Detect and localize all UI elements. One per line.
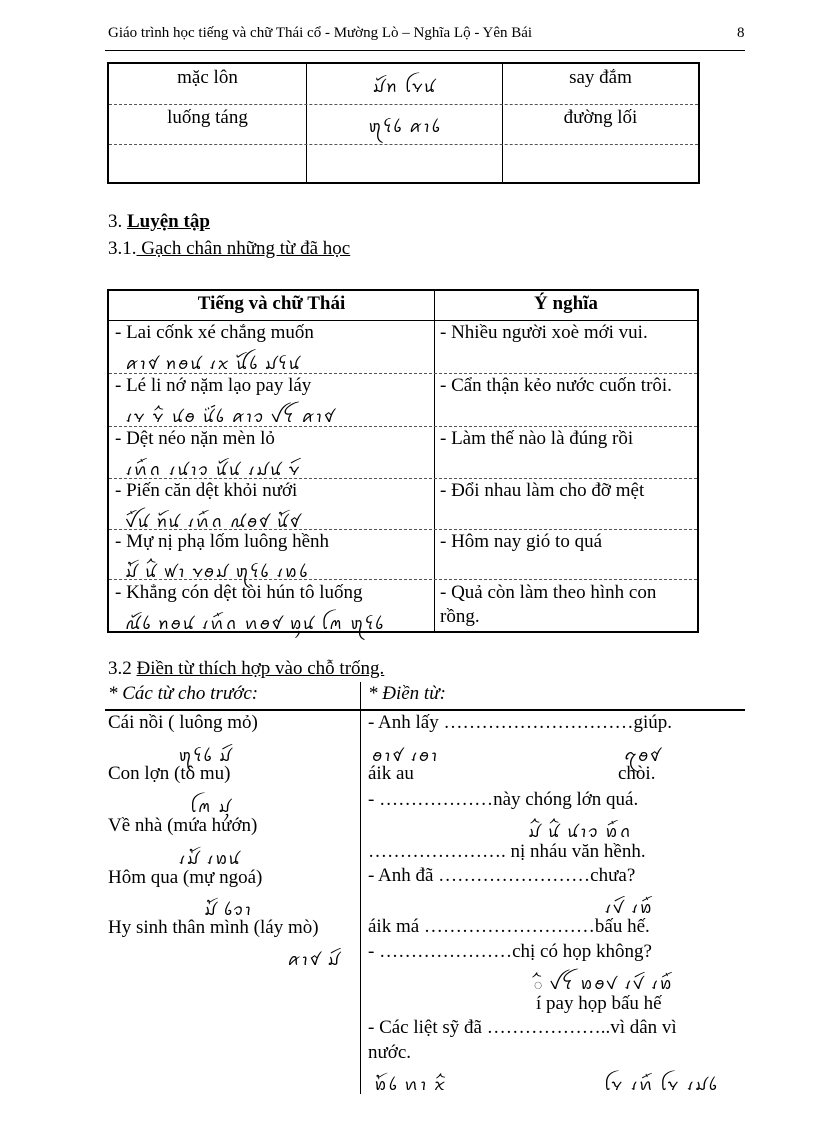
given-thai: ꪶꪔ ꪣꪴ — [190, 797, 232, 816]
header-divider — [109, 320, 697, 321]
given-word: Cái nồi ( luông mỏ) — [108, 712, 258, 733]
column-header: Ý nghĩa — [534, 293, 598, 314]
given-thai: ꪹꪣꪳ ꪹꪭꪙ — [178, 849, 241, 868]
table-row — [109, 147, 698, 183]
subsection-number: 3.2 — [108, 658, 137, 679]
row-thai: ꪜꪸꪙ ꪀꪰꪙ ꪹꪕꪸꪒ ꪄꪮꪥ ꪙꪳꪥ — [125, 512, 302, 531]
fill-sentence: í pay họp bấu hế — [536, 993, 662, 1014]
header-rule — [105, 50, 745, 51]
column-header: Tiếng và chữ Thái — [197, 293, 346, 314]
table-row — [109, 67, 698, 103]
subsection-title — [108, 658, 384, 680]
row-text: - Dệt néo nặn mèn lỏ — [115, 428, 275, 449]
row-meaning: - Đổi nhau làm cho đỡ mệt — [440, 480, 645, 501]
fill-thai: ꪮꪱꪥ ꪹꪮꪱ — [372, 746, 439, 765]
given-word: Hôm qua (mự ngoá) — [108, 867, 263, 888]
fill-thai: ꪲ ꪜꪼ ꪭꪮꪚ ꪹꪚꪷ ꪹꪭꪸ — [534, 974, 674, 993]
fill-thai: ꪹꪚꪷ ꪹꪭꪸ — [604, 898, 654, 917]
vocab-meaning — [503, 147, 698, 183]
header-title: Giáo trình học tiếng và chữ Thái cổ - Mường Lò – Nghĩa Lộ - Yên Bái — [108, 25, 533, 41]
vocab-table — [107, 62, 700, 184]
fill-thai: ꪶꪩ ꪹꪕꪸ ꪶꪩ ꪹꪣꪉ — [604, 1075, 719, 1094]
vocab-word: mặc lôn — [177, 67, 238, 88]
row-thai: ꪹꪩ ꪩꪲ ꪙꪮ ꪙꪾꪉ ꪁꪱꪫ ꪜꪼ ꪁꪱꪥ — [125, 407, 336, 426]
header-rule — [105, 709, 745, 711]
fill-sentence: - Anh đã ……………………chưa? — [368, 865, 636, 886]
section-title — [108, 211, 210, 233]
given-word: Về nhà (mứa hướn) — [108, 815, 258, 836]
fill-sentence: …………………. nị nháu văn hềnh. — [368, 841, 646, 862]
row-meaning: - Hôm nay gió to quá — [440, 531, 603, 552]
row-thai: ꪁꪱꪥ ꪀꪮꪙ ꪹꪎ ꪊꪰꪉ ꪣꪺꪙ — [125, 354, 302, 373]
fill-sentence: áik má ………………………bấu hế. — [368, 916, 650, 937]
page-number: 8 — [737, 25, 745, 41]
fill-thai: ꪋꪮꪥ — [624, 746, 662, 765]
fill-sentence: - Anh lấy …………………………giúp. — [368, 712, 672, 733]
section-heading: Luyện tập — [127, 211, 210, 232]
fill-words-header: * Điền từ: — [368, 683, 446, 704]
row-thai: ꪹꪕꪸꪒ ꪹꪙꪱꪫ ꪙꪰꪙ ꪹꪣꪙ ꪩꪷ — [125, 460, 302, 479]
given-thai: ꪨꪺꪉ ꪣꪷ — [178, 746, 233, 765]
vocab-meaning: đường lối — [563, 107, 638, 128]
section-number: 3. — [108, 211, 123, 232]
fill-thai: ꪭꪳꪉ ꪕꪱ ꪎꪲ — [374, 1075, 447, 1094]
vocab-thai: ꪣꪰꪀ ꪶꪩꪙ — [372, 77, 437, 96]
fill-sentence: áik au — [368, 763, 414, 784]
row-meaning: - Nhiều người xoè mới vui. — [440, 322, 648, 343]
row-text: - Lé li nớ nặm lạo pay láy — [115, 375, 312, 396]
subsection-number: 3.1. — [108, 238, 137, 259]
row-thai: ꪄꪰꪉ ꪀꪮꪙ ꪹꪕꪸꪒ ꪕꪮꪥ ꪭꪴꪙ ꪶꪔ ꪨꪺꪉ — [125, 614, 385, 633]
subsection-heading: Điền từ thích hợp vào chỗ trống. — [136, 658, 385, 679]
fill-sentence: chòi. — [618, 763, 656, 784]
given-words-header: * Các từ cho trước: — [108, 683, 259, 704]
fill-sentence: nước. — [368, 1042, 412, 1063]
vocab-meaning: say đắm — [569, 67, 632, 88]
table-row — [109, 107, 698, 143]
row-text: - Lai cốnk xé chắng muốn — [115, 322, 314, 343]
column-divider — [434, 291, 435, 631]
row-meaning: - Làm thế nào là đúng rồi — [440, 428, 634, 449]
row-text: - Piến căn dệt khỏi nưới — [115, 480, 298, 501]
row-text: - Khẳng cón dệt tòi hún tô luống — [115, 582, 363, 603]
fill-sentence: - …………………chị có họp không? — [368, 941, 652, 962]
subsection-title — [108, 238, 350, 260]
row-text: - Mự nị phạ lốm luông hềnh — [115, 531, 330, 552]
fill-thai: ꪣꪲ ꪙꪲ ꪙꪱꪫ ꪭꪸꪒ — [528, 822, 633, 841]
vocab-word: luống táng — [167, 107, 248, 128]
given-word: Con lợn (tô mu) — [108, 763, 231, 784]
row-thai: ꪣꪳ ꪙꪲ ꪝꪱ ꪩꪮꪣ ꪨꪺꪉ ꪹꪭꪉ — [125, 562, 309, 581]
given-thai: ꪣꪳ ꪉꪫꪱ — [204, 900, 253, 919]
row-meaning: - Cẩn thận kẻo nước cuốn trôi. — [440, 375, 672, 396]
vocab-word — [109, 147, 306, 183]
row-meaning: - Quả còn làm theo hình con — [440, 582, 657, 603]
fill-sentence: - Các liệt sỹ đã ………………..vì dân vì — [368, 1017, 677, 1038]
subsection-heading: Gạch chân những từ đã học — [136, 238, 351, 259]
vocab-thai — [307, 147, 502, 183]
given-word: Hy sinh thân mình (láy mò) — [108, 917, 319, 938]
row-meaning-cont: rồng. — [440, 606, 480, 627]
column-divider — [360, 682, 361, 1094]
given-thai: ꪁꪱꪥ ꪣꪷ — [287, 950, 341, 969]
exercise-table — [107, 289, 699, 633]
fill-sentence: - ………………này chóng lớn quá. — [368, 789, 639, 810]
vocab-thai: ꪨꪺꪉ ꪁꪱꪉ — [367, 117, 442, 136]
